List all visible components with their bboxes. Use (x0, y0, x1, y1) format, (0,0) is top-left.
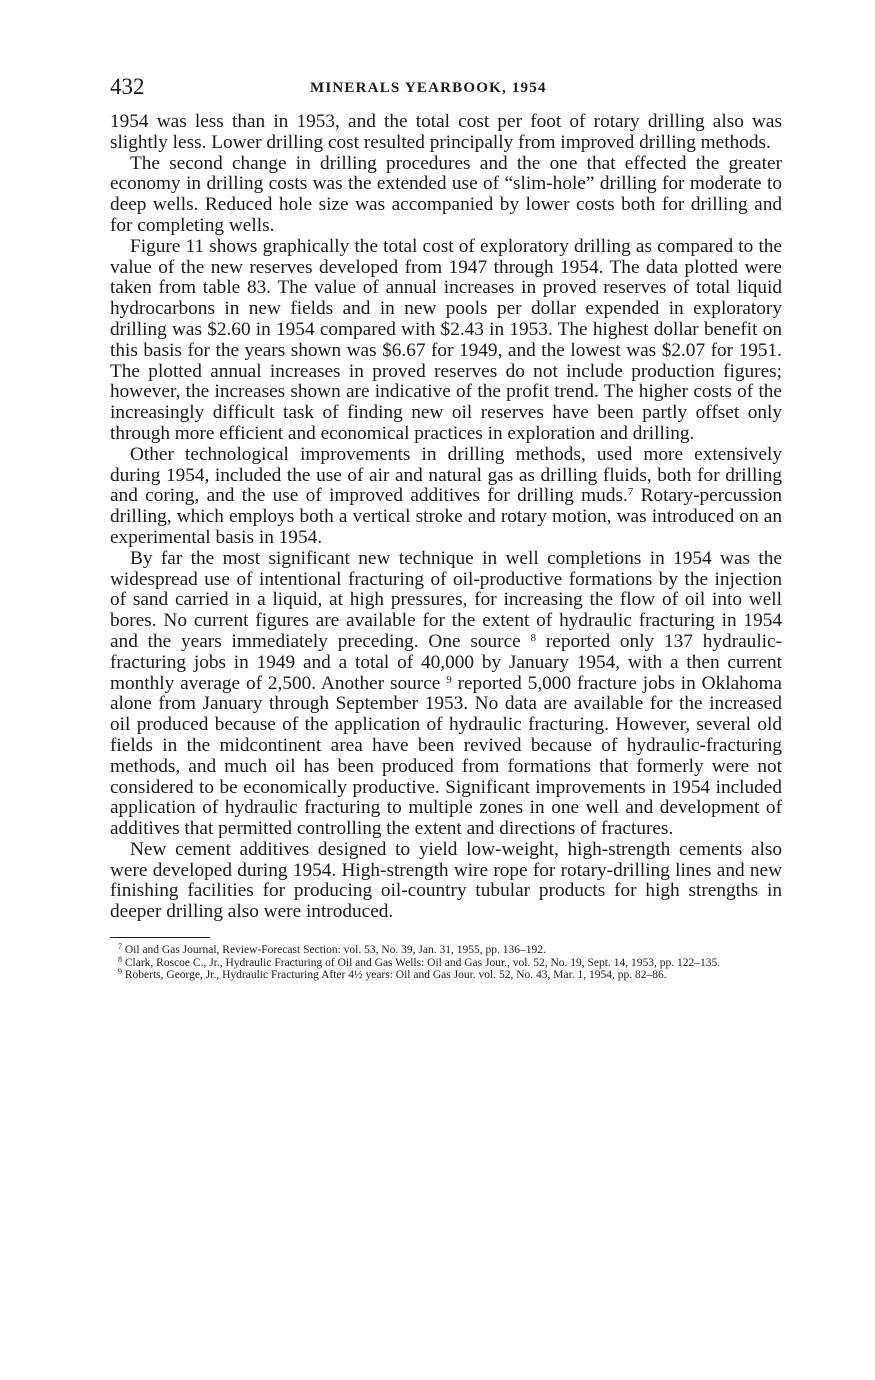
footnote-ref-8[interactable]: 8 (530, 631, 537, 644)
footnote-ref-7[interactable]: 7 (627, 486, 634, 499)
paragraph-4: Other technological improvements in drilling methods, used more extensively during 1954, included the use of air and natural gas as drilling fluids, both for drilling and coring, and the use of improved additives for drilling muds.$^7$ Rotary-percussion drilling, which employs both a vertical stroke and rotary motion, was introduced on an experimental basis in 1954. (110, 443, 782, 548)
footnotes (110, 944, 782, 982)
document-page (110, 74, 782, 982)
footnote-ref-9[interactable]: 9 (446, 673, 452, 686)
page-number: 432 (110, 74, 145, 99)
footnote-8: $^8$ Clark, Roscoe C., Jr., Hydraulic Fracturing of Oil and Gas Wells: Oil and Gas Jour., vol. 52, No. 19, Sept. 14, 1953, pp. 122–135. (118, 954, 721, 969)
footnote-divider (110, 937, 210, 938)
paragraph-2: The second change in drilling procedures and the one that effected the greater economy in drilling costs was the extended use of “slim-hole” drilling for moderate to deep wells. Reduced hole size was accompanied by lower costs both for drilling and for completing wells. (110, 152, 782, 236)
paragraph-1: 1954 was less than in 1953, and the total cost per foot of rotary drilling also was slightly less. Lower drilling cost resulted principally from improved drilling methods. (110, 111, 782, 153)
footnote-7: $^7$ Oil and Gas Journal, Review-Forecast Section: vol. 53, No. 39, Jan. 31, 1955, pp. 136–192. (118, 942, 546, 957)
paragraph-3: Figure 11 shows graphically the total cost of exploratory drilling as compared to the value of the new reserves developed from 1947 through 1954. The data plotted were taken from table 83. The value of annual increases in proved reserves of total liquid hydrocarbons in new fields and in new pools per dollar expended in exploratory drilling was $2.60 in 1954 compared with $2.43 in 1953. The highest dollar benefit on this basis for the years shown was $6.67 for 1949, and the lowest was $2.07 for 1951. The plotted annual increases in proved reserves do not include production figures; however, the increases shown are indicative of the profit trend. The higher costs of the increasingly difficult task of finding new oil reserves have been partly offset only through more efficient and economical practices in exploration and drilling. (110, 235, 782, 444)
footnote-9: $^9$ Roberts, George, Jr., Hydraulic Fracturing After 4½ years: Oil and Gas Jour. vol. 52, No. 43, Mar. 1, 1954, pp. 82–86. (118, 967, 667, 982)
page-header (110, 74, 782, 108)
paragraph-5: By far the most significant new technique in well completions in 1954 was the widespread use of intentional fracturing of oil-productive formations by the injection of sand carried in a liquid, at high pressures, for increasing the flow of oil into well bores. No current figures are available for the extent of hydraulic fracturing in 1954 and the years immediately preceding. One source $^8$ reported only 137 hydraulic-fracturing jobs in 1949 and a total of 40,000 by January 1954, with a then current monthly average of 2,500. Another source $^9$ reported 5,000 fracture jobs in Oklahoma alone from January through September 1953. No data are available for the increased oil produced because of the application of hydraulic fracturing. However, several old fields in the midcontinent area have been revived because of hydraulic-fracturing methods, and much oil has been produced from formations that formerly were not considered to be economically productive. Significant improvements in 1954 included application of hydraulic fracturing to multiple zones in one well and development of additives that permitted controlling the extent and directions of fractures. (110, 547, 783, 840)
paragraph-6: New cement additives designed to yield low-weight, high-strength cements also were developed during 1954. High-strength wire rope for rotary-drilling lines and new finishing facilities for producing oil-country tubular products for high strengths in deeper drilling also were introduced. (110, 838, 782, 923)
running-head: MINERALS YEARBOOK, 1954 (310, 80, 547, 96)
body-text (110, 112, 782, 923)
